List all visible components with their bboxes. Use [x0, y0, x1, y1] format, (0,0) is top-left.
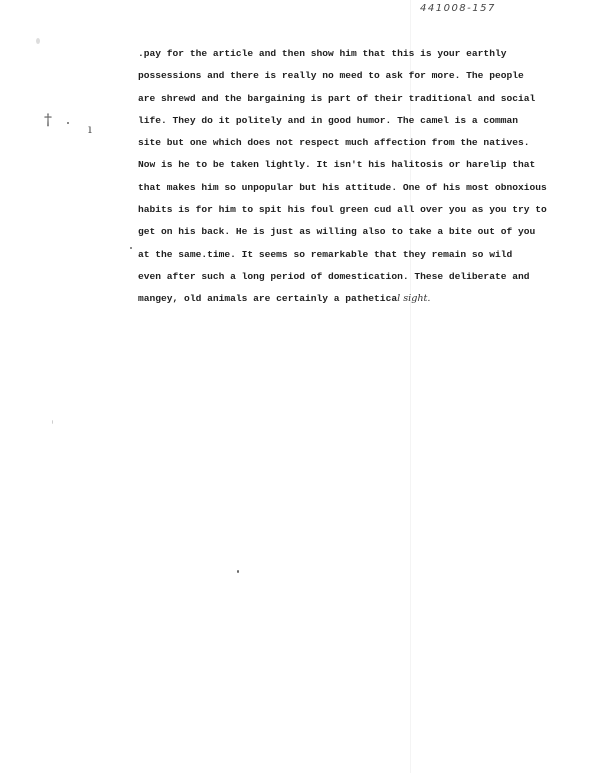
- scan-speck: [52, 420, 53, 424]
- text-line: habits is for him to spit his foul green cud all over you as you try to: [138, 204, 547, 216]
- text-line: possessions and there is really no meed to ask for more. The people: [138, 70, 524, 82]
- document-id: 441008-157: [420, 3, 496, 14]
- scan-speck: [237, 570, 239, 573]
- text-line-last: [138, 288, 578, 310]
- scan-speck: [130, 247, 132, 249]
- text-line: at the same.time. It seems so remarkable that they remain so wild: [138, 248, 513, 260]
- typed-fragment: mangey: [138, 293, 173, 305]
- text-line: site but one which does not respect much affection from the natives.: [138, 137, 530, 149]
- typed-body-text: [138, 43, 578, 311]
- text-line: life. They do it politely and in good humor. The camel is a comman: [138, 114, 518, 126]
- margin-tick: ı: [88, 122, 92, 136]
- text-line: that makes him so unpopular but his attitude. One of his most obnoxious: [138, 181, 547, 193]
- handwritten-correction: l sight.: [397, 293, 431, 305]
- scan-speck: [36, 38, 40, 44]
- text-line: are shrewd and the bargaining is part of their traditional and social: [138, 92, 536, 104]
- scan-speck: [67, 122, 69, 124]
- text-line: even after such a long period of domestication. These deliberate and: [138, 270, 530, 282]
- typed-fragment: , old animals are certainly a pathetica: [172, 293, 398, 305]
- text-line: .pay for the article and then show him that this is your earthly: [138, 48, 507, 59]
- margin-mark: †: [44, 110, 52, 129]
- text-line: Now is he to be taken lightly. It isn't his halitosis or harelip that: [138, 159, 536, 171]
- text-line: get on his back. He is just as willing also to take a bite out of you: [138, 226, 536, 238]
